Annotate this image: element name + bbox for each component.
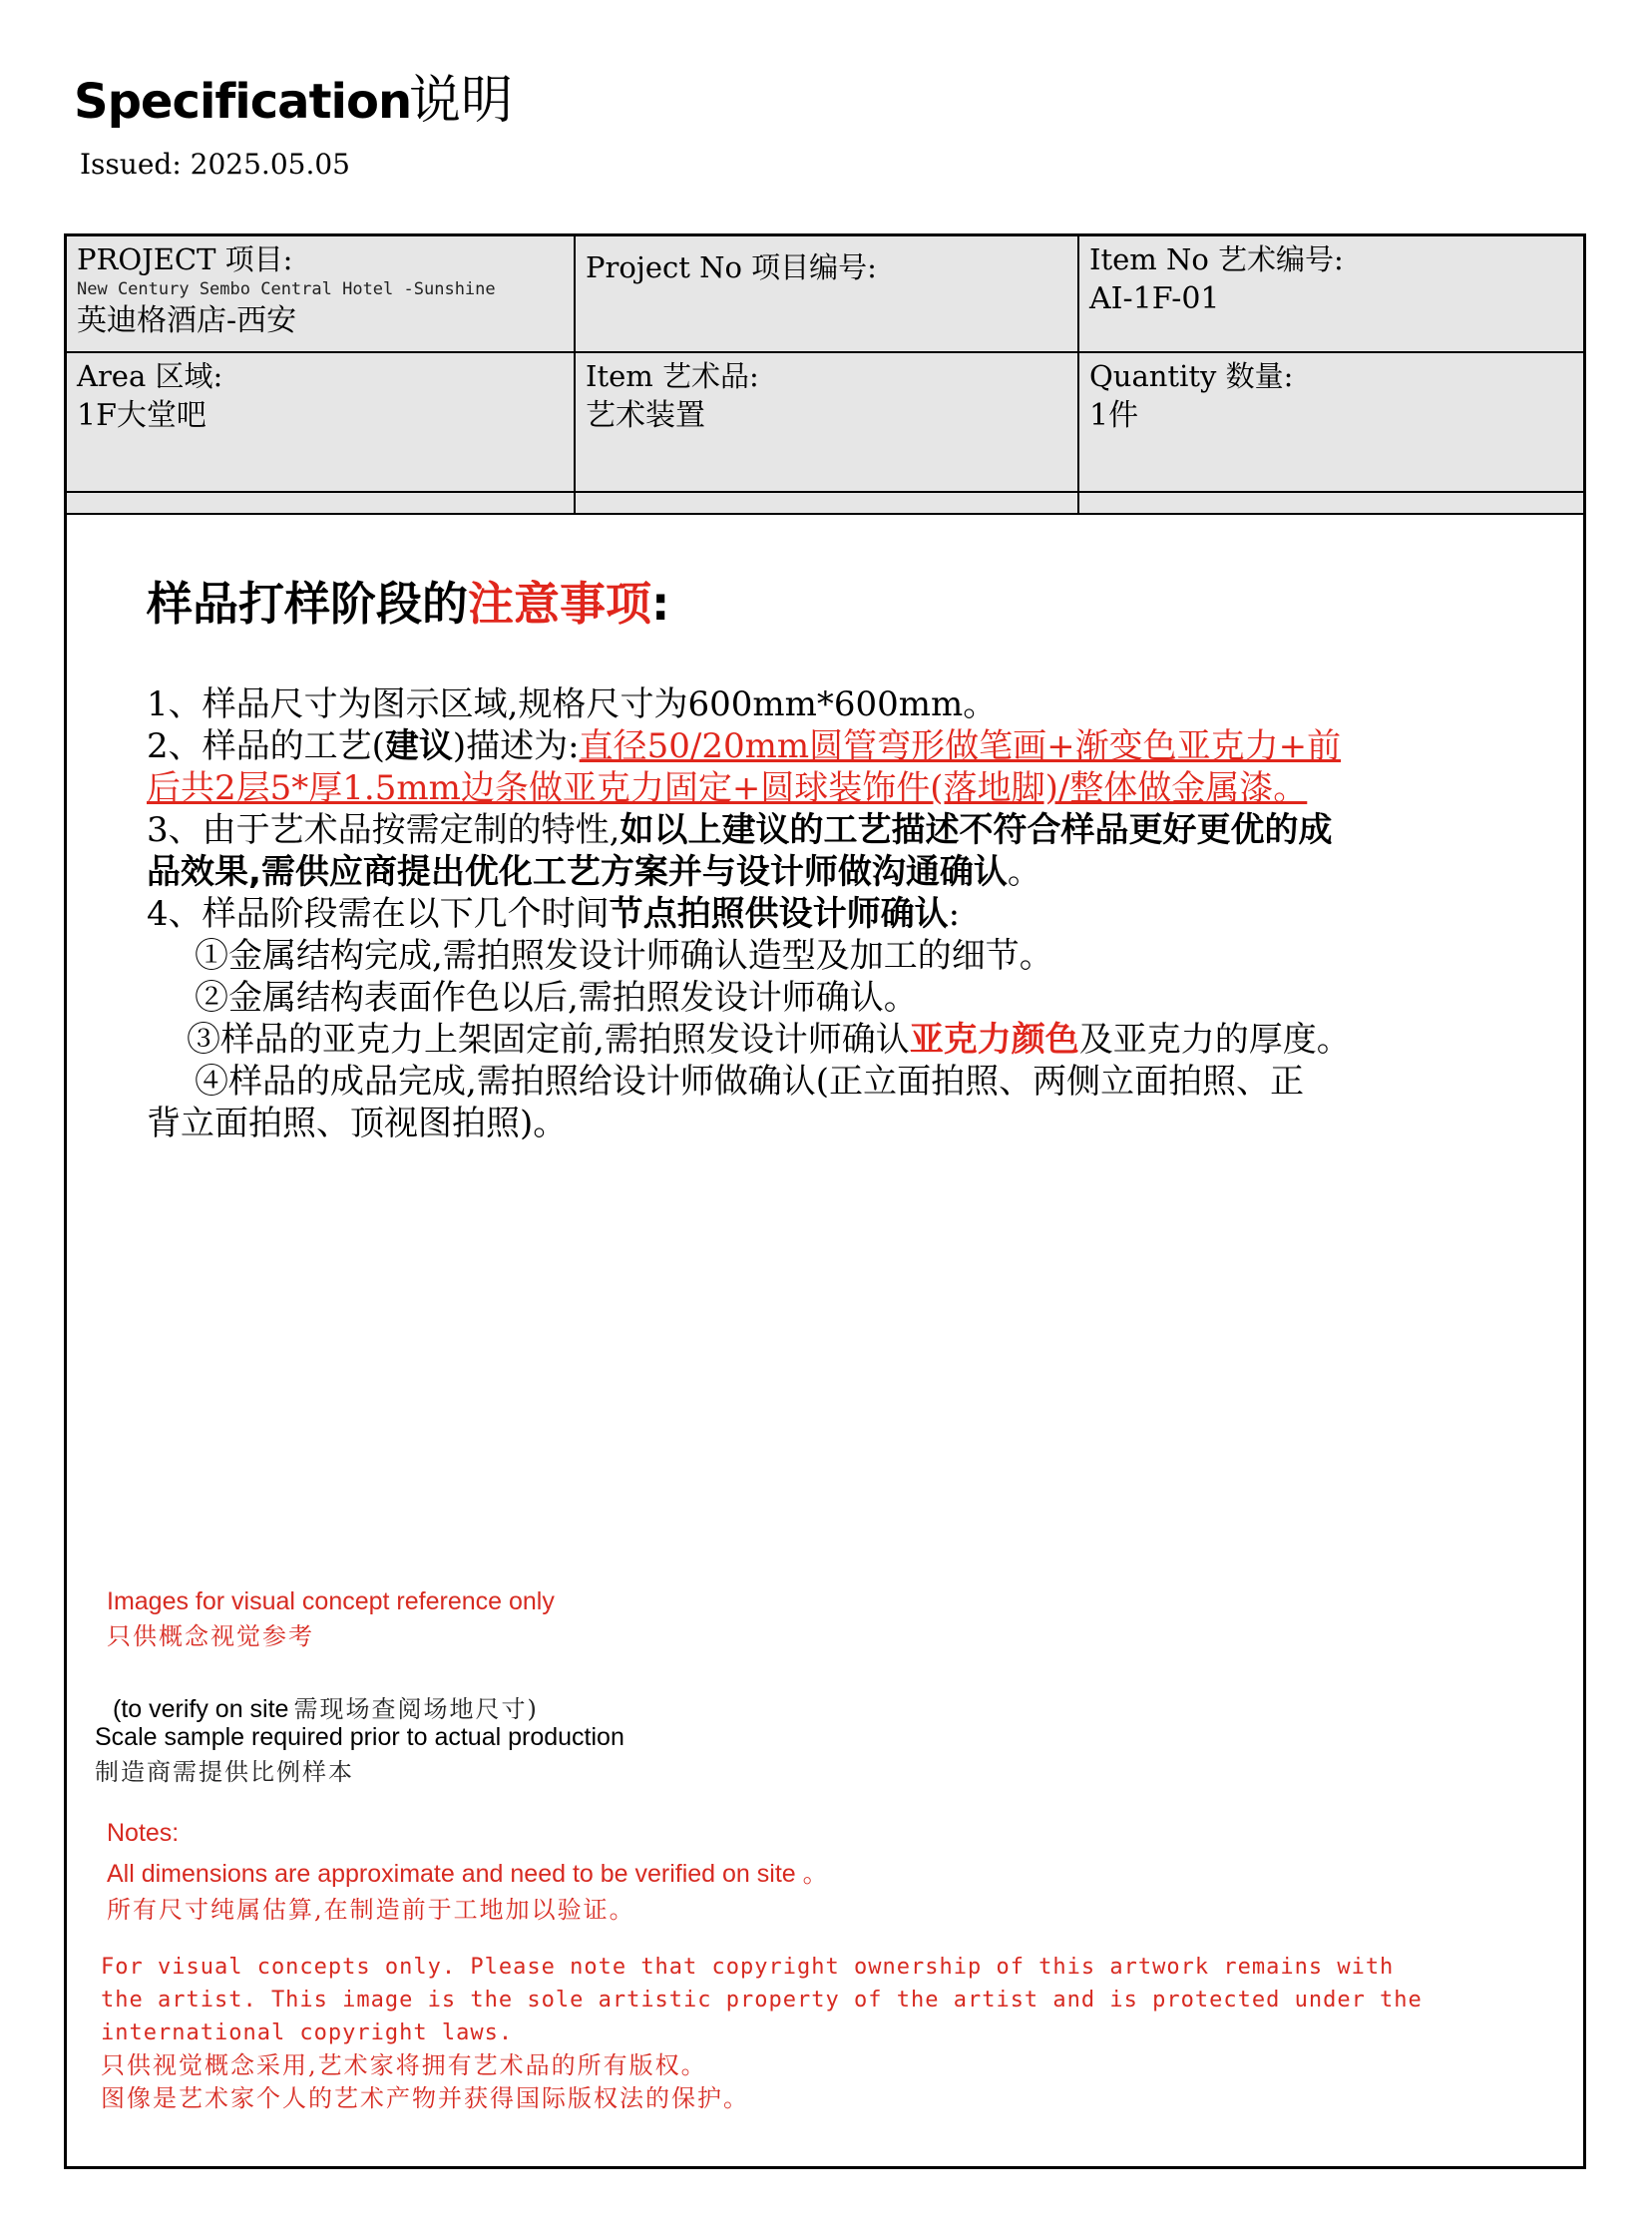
verify-cn: 需现场查阅场地尺寸) [293, 1695, 539, 1723]
empty-cell [575, 492, 1078, 514]
project-no-label: Project No 项目编号: [586, 250, 877, 284]
note-3-cont [147, 851, 1563, 893]
area-value: 1F大堂吧 [77, 398, 206, 433]
project-name-en: New Century Sembo Central Hotel -Sunshine [77, 279, 496, 299]
note-3 [147, 809, 1563, 851]
copyright-en-2: the artist. This image is the sole artistic property of the artist and is protected under the [101, 1988, 1423, 2013]
step-3-red: 亚克力颜色 [909, 1020, 1079, 1060]
notes-label: Notes: [107, 1819, 180, 1847]
note-3-bold-2: 品效果,需供应商提出优化工艺方案并与设计师做沟通确认 [147, 852, 1008, 892]
item-no-value: AI-1F-01 [1089, 281, 1220, 316]
area-cell [67, 352, 575, 492]
item-label: Item 艺术品: [586, 359, 759, 393]
info-table [67, 236, 1583, 515]
copyright-en-3: international copyright laws. [101, 2020, 514, 2045]
note-2-red-line-1: 直径50/20mm圆管弯形做笔画+渐变色亚克力+前 [579, 726, 1342, 766]
images-cn: 只供概念视觉参考 [107, 1622, 314, 1650]
item-no-label: Item No 艺术编号: [1089, 242, 1344, 276]
notes-title-colon: : [651, 577, 670, 631]
spec-sheet [64, 233, 1586, 2169]
page-title: Specification [74, 74, 412, 130]
project-label: PROJECT 项目: [77, 242, 293, 276]
note-2-prefix: 2、样品的工艺( [147, 726, 385, 766]
quantity-value: 1件 [1089, 398, 1139, 433]
note-2-cont [147, 767, 1563, 809]
note-3-end: 。 [1007, 852, 1041, 892]
note-4-step-1: ①金属结构完成,需拍照发设计师确认造型及加工的细节。 [195, 936, 1053, 976]
quantity-cell [1078, 352, 1583, 492]
scale-en: Scale sample required prior to actual production [95, 1723, 624, 1751]
notes-title-highlight: 注意事项 [468, 577, 651, 631]
project-name-cn: 英迪格酒店-西安 [77, 303, 297, 338]
step-3-prefix: ③样品的亚克力上架固定前,需拍照发设计师确认 [187, 1020, 910, 1060]
project-no-cell [575, 236, 1078, 352]
images-en: Images for visual concept reference only [107, 1587, 555, 1615]
notes-title [147, 568, 669, 634]
note-2-bold: 建议 [384, 726, 453, 766]
empty-cell [67, 492, 575, 514]
note-4-end: : [948, 894, 961, 934]
dimension-notes [107, 1819, 828, 1925]
copyright-en-1: For visual concepts only. Please note that copyright ownership of this artwork remains with [101, 1955, 1395, 1980]
area-label: Area 区域: [77, 359, 223, 393]
scale-note [95, 1723, 624, 1787]
note-2-mid: )描述为: [452, 726, 580, 766]
note-4-step-4-cont: 背立面拍照、顶视图拍照)。 [147, 1104, 568, 1143]
scale-cn: 制造商需提供比例样本 [95, 1758, 354, 1786]
item-cell [575, 352, 1078, 492]
note-2-red-line-2: 后共2层5*厚1.5mm边条做亚克力固定+圆球装饰件(落地脚)/整体做金属漆。 [147, 768, 1308, 808]
step-3-end: 及亚克力的厚度。 [1078, 1020, 1351, 1060]
dims-cn: 所有尺寸纯属估算,在制造前于工地加以验证。 [107, 1896, 635, 1924]
verify-en: (to verify on site [113, 1695, 289, 1723]
page-title-cn: 说明 [409, 71, 514, 131]
note-4-step-2: ②金属结构表面作色以后,需拍照发设计师确认。 [195, 978, 918, 1018]
item-no-cell [1078, 236, 1583, 352]
empty-cell [1078, 492, 1583, 514]
copyright-cn-1: 只供视觉概念采用,艺术家将拥有艺术品的所有版权。 [101, 2051, 707, 2079]
copyright-notice [101, 1951, 1423, 2115]
reference-note [107, 1587, 555, 1651]
note-4-step-3 [147, 1019, 1563, 1061]
quantity-label: Quantity 数量: [1089, 359, 1294, 393]
copyright-cn-2: 图像是艺术家个人的艺术产物并获得国际版权法的保护。 [101, 2084, 749, 2112]
note-4 [147, 893, 1563, 935]
note-3-bold-1: 如以上建议的工艺描述不符合样品更好更优的成 [620, 810, 1333, 850]
notes-title-text: 样品打样阶段的 [147, 577, 468, 631]
note-4-bold: 节点拍照供设计师确认 [609, 894, 949, 934]
note-1: 1、样品尺寸为图示区域,规格尺寸为600mm*600mm。 [147, 684, 998, 724]
note-3-prefix: 3、由于艺术品按需定制的特性, [147, 810, 620, 850]
item-value: 艺术装置 [586, 398, 705, 433]
note-4-prefix: 4、样品阶段需在以下几个时间 [147, 894, 610, 934]
verify-line [113, 1689, 539, 1724]
verify-note [113, 1689, 539, 1724]
notes-body [147, 683, 1563, 1144]
note-2 [147, 725, 1563, 767]
note-4-step-4: ④样品的成品完成,需拍照给设计师做确认(正立面拍照、两侧立面拍照、正 [195, 1062, 1305, 1102]
project-cell [67, 236, 575, 352]
issued-date: Issued: 2025.05.05 [80, 148, 350, 181]
dims-en: All dimensions are approximate and need to be verified on site 。 [107, 1860, 828, 1888]
